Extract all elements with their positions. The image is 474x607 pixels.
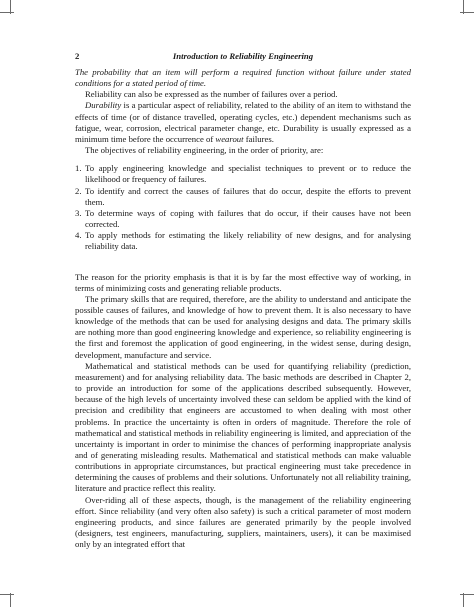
- objectives-list: [75, 163, 411, 252]
- list-text: To apply engineering knowledge and specialist techniques to prevent or to reduce the likelihood or frequency of failures.: [85, 163, 411, 185]
- book-page: [75, 51, 411, 550]
- paragraph-text: is a particular aspect of reliability, related to the ability of an item to withstand the effects of time (or of distance travelled, operating cycles, etc.) dependent mechanisms such as fatigue, wear, corrosion, electrical parameter change, etc. Durability is usually expressed as a minimum time before the occurrence of: [75, 100, 411, 144]
- crop-mark: [0, 12, 14, 13]
- running-title: Introduction to Reliability Engineering: [172, 51, 314, 61]
- list-number: 4.: [75, 230, 82, 241]
- page-number: 2: [75, 51, 80, 61]
- paragraph: The primary skills that are required, therefore, are the ability to understand and anticipate the possible causes of failures, and knowledge of how to prevent them. It is also necessary to have knowledge of the methods that can be used for analysing designs and data. The primary skills are nothing more than good engineering knowledge and experience, so reliability engineering is the first and foremost the application of good engineering, in the widest sense, during design, development, manufacture and service.: [75, 293, 411, 360]
- crop-mark: [460, 12, 474, 13]
- list-item: [75, 186, 411, 208]
- list-item: [75, 163, 411, 185]
- spacer: [75, 260, 411, 272]
- list-number: 3.: [75, 207, 82, 218]
- paragraph: Mathematical and statistical methods can be used for quantifying reliability (prediction, measurement) and for analysing reliability data. The basic methods are described in Chapter 2, to provide an introduction for some of the applications described subsequently. However, because of the high levels of uncertainty involved these can seldom be applied with the kind of precision and credibility that engineers are accustomed to when dealing with most other problems. In practice the uncertainty is often in orders of magnitude. Therefore the role of mathematical and statistical methods in reliability engineering is limited, and appreciation of the uncertainty is important in order to minimise the chances of performing inappropriate analysis and of generating misleading results. Mathematical and statistical methods can make valuable contributions in appropriate circumstances, but practical engineering must take precedence in determining the causes of problems and their solutions. Unfortunately not all reliability training, literature and practice reflect this reality.: [75, 360, 411, 494]
- term-wearout: wearout: [215, 133, 244, 144]
- crop-mark: [463, 593, 464, 607]
- crop-mark: [0, 594, 14, 595]
- list-item: [75, 230, 411, 252]
- durability-paragraph: [75, 100, 411, 145]
- list-text: To identify and correct the causes of failures that do occur, despite the efforts to prevent them.: [85, 185, 411, 207]
- paragraph: The reason for the priority emphasis is that it is by far the most effective way of working, in terms of minimizing costs and generating reliable products.: [75, 271, 411, 293]
- crop-mark: [10, 593, 11, 607]
- list-number: 1.: [75, 163, 82, 174]
- paragraph: The objectives of reliability engineering, in the order of priority, are:: [85, 145, 324, 156]
- term-durability: Durability: [85, 100, 122, 111]
- list-text: To apply methods for estimating the likely reliability of new designs, and for analysing reliability data.: [85, 230, 411, 252]
- paragraph: Over-riding all of these aspects, though, is the management of the reliability engineering effort. Since reliability (and very often also safety) is such a critical parameter of most modern engineering products, and since failures are generated primarily by the people involved (designers, test engineers, manufacturing, suppliers, maintainers, users), it can be maximised only by an integrated effort that: [75, 494, 411, 550]
- definition-quote: The probability that an item will perform a required function without failure under stated conditions for a stated period of time.: [75, 67, 411, 89]
- list-text: To determine ways of coping with failures that do occur, if their causes have not been corrected.: [85, 207, 411, 230]
- crop-mark: [460, 594, 474, 595]
- paragraph: Reliability can also be expressed as the number of failures over a period.: [85, 89, 338, 100]
- list-number: 2.: [75, 185, 82, 196]
- paragraph-text: failures.: [243, 133, 274, 144]
- running-header: [75, 51, 411, 65]
- list-item: [75, 208, 411, 230]
